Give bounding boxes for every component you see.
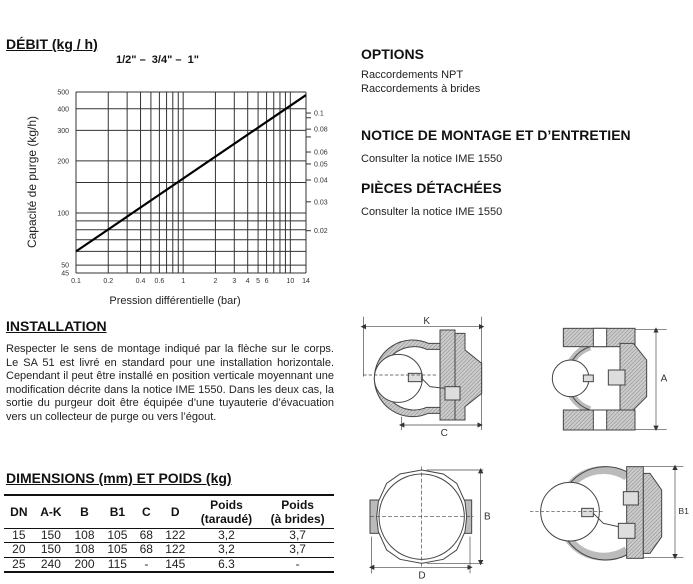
technical-drawings [350, 310, 693, 584]
column-header [192, 495, 262, 528]
y-tick-label: 100 [57, 210, 69, 218]
label-c: C [440, 428, 448, 439]
x-tick-label: 4 [245, 278, 250, 285]
y-tick-label: 200 [57, 158, 69, 166]
right-axis-label: 0.05 [314, 161, 328, 169]
table-cell: 115 [107, 556, 127, 571]
table-cell: - [295, 556, 300, 571]
table-cell: 200 [74, 556, 95, 571]
drawing-front-view [370, 467, 483, 574]
y-tick-label: 400 [57, 106, 69, 114]
table-cell: 122 [165, 542, 186, 557]
y-tick-label: 45 [61, 270, 69, 278]
table-cell: 3,2 [218, 527, 235, 542]
label-k: K [423, 316, 431, 327]
column-header-line: Poids [210, 497, 243, 512]
column-header-line: B [80, 504, 89, 519]
drawing-flanged-view [552, 328, 666, 430]
y-tick-label: 500 [57, 89, 69, 97]
flow-chart [0, 80, 345, 310]
x-tick-label: 0.1 [71, 278, 81, 285]
column-header [68, 495, 101, 528]
table-cell: 25 [12, 556, 26, 571]
right-axis-label: 0.04 [314, 177, 328, 185]
right-axis-label: 0.1 [314, 110, 324, 118]
table-cell: 105 [107, 542, 128, 557]
installation-heading: INSTALLATION [6, 318, 107, 334]
right-axis-label: 0.08 [314, 126, 328, 134]
column-header [261, 495, 334, 528]
drawing-side-view-b1 [530, 467, 683, 560]
x-tick-label: 10 [286, 278, 295, 285]
dimensions-heading: DIMENSIONS (mm) ET POIDS (kg) [6, 470, 232, 486]
x-axis-label: Pression différentielle (bar) [109, 295, 241, 307]
column-header [101, 495, 134, 528]
drawing-side-view [363, 317, 481, 430]
column-header-line: DN [10, 504, 28, 519]
y-axis-label: Capacité de purge (kg/h) [25, 115, 39, 249]
options-heading: OPTIONS [361, 46, 425, 62]
x-tick-label: 6 [264, 278, 269, 285]
table-cell: 3,7 [289, 542, 306, 557]
table-cell: 150 [40, 542, 61, 557]
table-cell: 105 [107, 527, 128, 542]
table-cell: 3,2 [218, 542, 235, 557]
column-header [159, 495, 192, 528]
column-header-line: (à brides) [270, 511, 325, 526]
installation-text: Respecter le sens de montage indiqué par la flèche sur le corps. Le SA 51 est livré en standard pour une installation horizontale. Cependant il peut être installé en position verticale moyennant une modification décrite dans la notice IME 1550. Dans les deux cas, la sortie du purgeur doit être équipée d’une tuyauterie d’évacuation vers un collecteur de purge ou vers l’égout. [6, 343, 334, 423]
column-header [4, 495, 34, 528]
table-cell: 108 [74, 527, 95, 542]
x-tick-label: 5 [256, 278, 261, 285]
x-tick-label: 2 [213, 278, 218, 285]
options-list [361, 69, 480, 96]
x-tick-label: 0.4 [135, 278, 146, 285]
debit-sizes: 1/2" – 3/4" – 1" [116, 54, 199, 66]
x-tick-label: 3 [232, 278, 237, 285]
dimensions-table [4, 494, 334, 573]
y-tick-label: 300 [57, 127, 69, 135]
table-cell: 122 [165, 527, 186, 542]
label-a: A [660, 373, 668, 385]
table-cell: - [144, 556, 149, 571]
series-line [76, 95, 306, 251]
x-tick-label: 1 [181, 278, 186, 285]
table-row [4, 543, 334, 558]
table-row [4, 557, 334, 572]
y-tick-label: 50 [61, 262, 69, 270]
table-cell: 108 [74, 542, 95, 557]
table-cell: 145 [165, 556, 186, 571]
notice-heading: NOTICE DE MONTAGE ET D’ENTRETIEN [361, 127, 631, 143]
column-header-line: A-K [40, 504, 62, 519]
x-tick-label: 0.6 [154, 278, 165, 285]
column-header-line: C [141, 504, 151, 519]
table-cell: 6.3 [218, 556, 235, 571]
option-brides: Raccordements à brides [361, 82, 481, 95]
right-axis-label: 0.06 [314, 149, 328, 157]
notice-text: Consulter la notice IME 1550 [361, 153, 503, 165]
column-header-line: (taraudé) [200, 511, 253, 526]
right-axis-label: 0.02 [314, 228, 328, 236]
table-row [4, 528, 334, 543]
x-tick-label: 0.2 [103, 278, 114, 285]
table-cell: 68 [139, 527, 153, 542]
table-cell: 15 [12, 527, 26, 542]
pieces-heading: PIÈCES DÉTACHÉES [361, 180, 502, 196]
column-header [34, 495, 68, 528]
table-cell: 3,7 [289, 527, 306, 542]
table-cell: 68 [139, 542, 153, 557]
column-header-line: Poids [281, 497, 314, 512]
pieces-text: Consulter la notice IME 1550 [361, 206, 503, 218]
column-header-line: D [170, 504, 180, 519]
x-tick-label: 14 [302, 278, 310, 285]
label-b: B [484, 511, 491, 523]
table-cell: 240 [40, 556, 61, 571]
table-cell: 150 [40, 527, 61, 542]
option-npt: Raccordements NPT [361, 69, 464, 81]
table-cell: 20 [12, 542, 26, 557]
debit-heading: DÉBIT (kg / h) [6, 36, 98, 52]
label-b1: B1 [678, 506, 689, 516]
column-header-line: B1 [109, 504, 126, 519]
column-header [134, 495, 159, 528]
label-d: D [418, 570, 426, 582]
right-axis-label: 0.03 [314, 199, 328, 207]
